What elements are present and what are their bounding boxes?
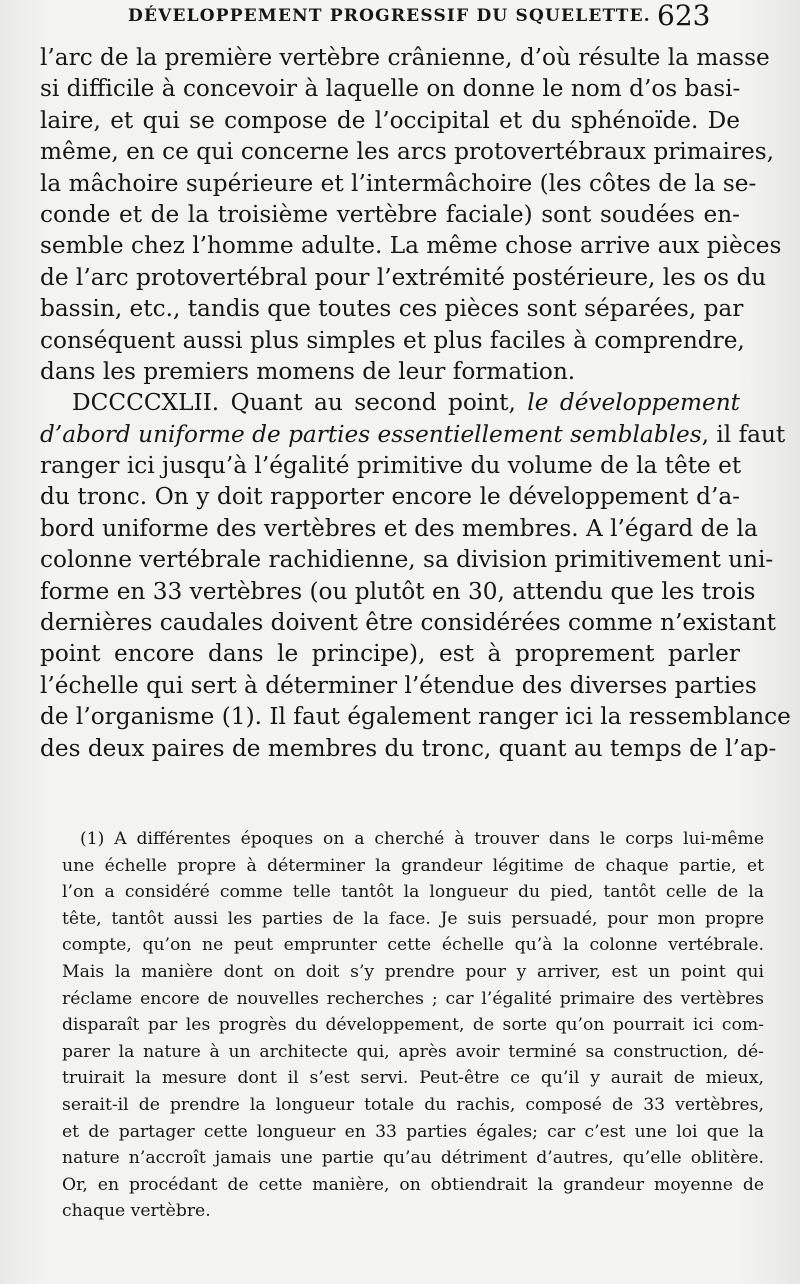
page-number: 623 xyxy=(657,0,711,32)
text-line: laire, et qui se compose de l’occipital et du sphénoïde. De xyxy=(40,106,740,134)
paragraph-lead: Quant au second point, xyxy=(230,389,516,417)
text-line: de l’organisme (1). Il faut également ranger ici la ressemblance xyxy=(40,703,791,731)
footnote-line: parer la nature à un architecte qui, après avoir terminé sa construction, dé- xyxy=(62,1041,764,1062)
text-span: , il faut xyxy=(701,420,786,448)
footnote-line: (1) A différentes époques on a cherché à trouver dans le corps lui-même xyxy=(80,829,764,849)
text-line: dernières caudales doivent être considérées comme n’existant xyxy=(40,609,776,637)
text-line: des deux paires de membres du tronc, quant au temps de l’ap- xyxy=(40,734,777,762)
text-line: de l’arc protovertébral pour l’extrémité postérieure, les os du xyxy=(40,263,767,291)
text-line: ranger ici jusqu’à l’égalité primitive du volume de la tête et xyxy=(40,452,742,480)
text-line: l’arc de la première vertèbre crânienne, d’où résulte la masse xyxy=(40,44,770,71)
text-line: bassin, etc., tandis que toutes ces pièces sont séparées, par xyxy=(40,295,744,323)
italic-phrase: le développement xyxy=(527,389,740,417)
text-line: dans les premiers momens de leur formation. xyxy=(40,357,576,385)
footnote-line: l’on a considéré comme telle tantôt la longueur du pied, tantôt celle de la xyxy=(62,882,764,903)
footnote-line: nature n’accroît jamais une partie qu’au détriment d’autres, qu’elle oblitère. xyxy=(62,1148,764,1169)
text-line: la mâchoire supérieure et l’intermâchoire (les côtes de la se- xyxy=(40,169,757,197)
paragraph-number: DCCCCXLII. xyxy=(72,389,220,417)
footnote-line: truirait la mesure dont il s’est servi. Peut-être ce qu’il y aurait de mieux, xyxy=(62,1068,764,1089)
text-line: semble chez l’homme adulte. La même chose arrive aux pièces xyxy=(40,232,782,260)
text-line: bord uniforme des vertèbres et des membres. A l’égard de la xyxy=(40,514,758,542)
text-line: si difficile à concevoir à laquelle on donne le nom d’os basi- xyxy=(40,75,741,103)
footnote-line: une échelle propre à déterminer la grandeur légitime de chaque partie, et xyxy=(62,855,764,876)
text-line: forme en 33 vertèbres (ou plutôt en 30, attendu que les trois xyxy=(40,577,756,605)
footnote-line: et de partager cette longueur en 33 parties égales; car c’est une loi que la xyxy=(62,1121,764,1142)
footnote-line: Or, en procédant de cette manière, on obtiendrait la grandeur moyenne de xyxy=(62,1174,764,1195)
running-title: DÉVELOPPEMENT PROGRESSIF DU SQUELETTE. xyxy=(128,6,651,26)
text-line xyxy=(40,419,786,450)
footnote-line: Mais la manière dont on doit s’y prendre pour y arriver, est un point qui xyxy=(62,961,764,982)
footnote-line: disparaît par les progrès du développement, de sorte qu’on pourrait ici com- xyxy=(62,1015,764,1036)
footnote-line: compte, qu’on ne peut emprunter cette échelle qu’à la colonne vertébrale. xyxy=(62,935,764,956)
footnote-line: tête, tantôt aussi les parties de la face. Je suis persuadé, pour mon propre xyxy=(62,908,764,929)
text-line: point encore dans le principe), est à proprement parler xyxy=(40,640,740,668)
text-line: du tronc. On y doit rapporter encore le développement d’a- xyxy=(40,483,740,511)
text-line: même, en ce qui concerne les arcs protovertébraux primaires, xyxy=(40,138,774,166)
main-text xyxy=(40,42,791,764)
footnote-line: chaque vertèbre. xyxy=(62,1201,211,1222)
footnote-line: serait-il de prendre la longueur totale du rachis, composé de 33 vertèbres, xyxy=(62,1094,764,1115)
footnote-line: réclame encore de nouvelles recherches ; car l’égalité primaire des vertèbres xyxy=(62,988,764,1009)
italic-phrase: d’abord uniforme de parties essentiellement semblables xyxy=(40,420,702,448)
page-header xyxy=(0,0,800,34)
text-line: conséquent aussi plus simples et plus faciles à comprendre, xyxy=(40,326,745,354)
text-line: conde et de la troisième vertèbre faciale) sont soudées en- xyxy=(40,200,740,228)
footnote xyxy=(62,826,764,1225)
text-line: colonne vertébrale rachidienne, sa division primitivement uni- xyxy=(40,546,774,574)
paragraph-start xyxy=(40,387,740,418)
text-line: l’échelle qui sert à déterminer l’étendue des diverses parties xyxy=(40,671,757,699)
